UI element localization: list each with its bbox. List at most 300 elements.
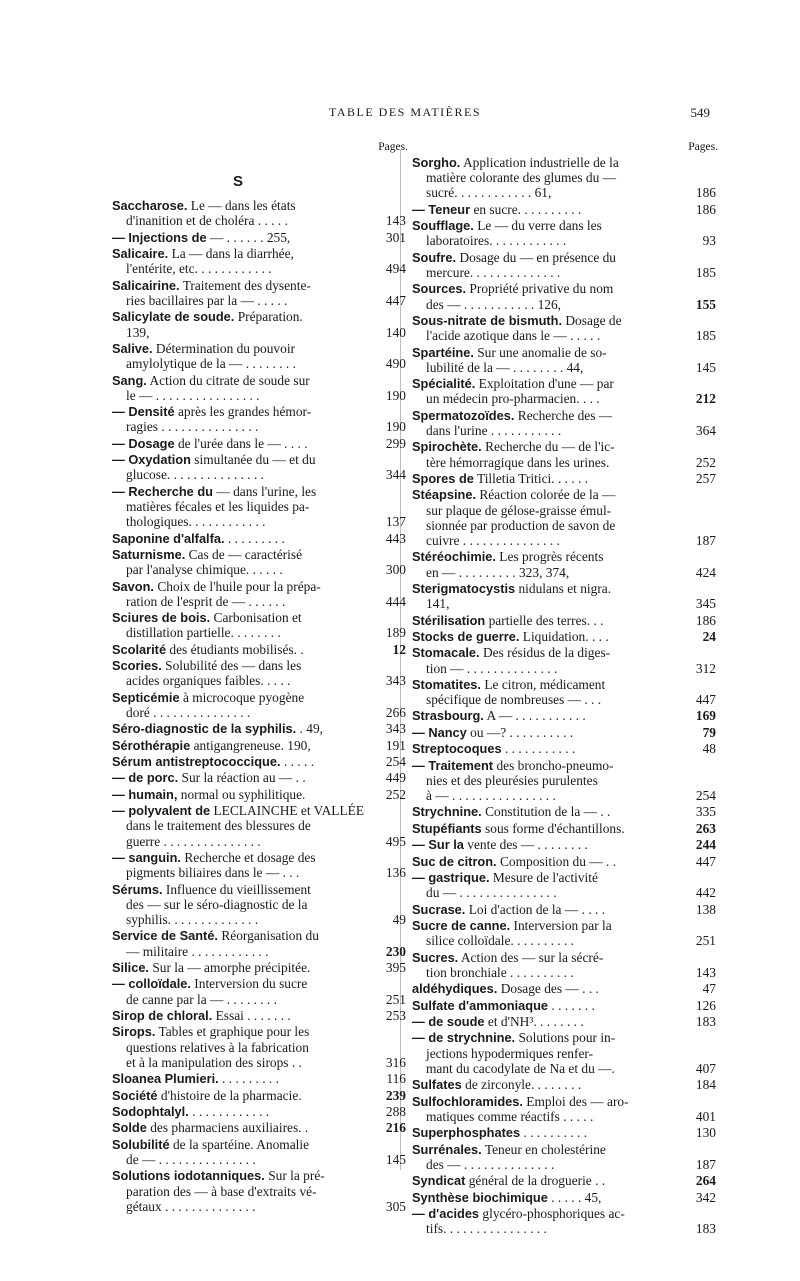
entry-line: Cas de — caractérisé [188,546,303,562]
entry-line: et d'NH³. . . . . . . . [487,1013,584,1029]
entry-text [412,1014,674,1029]
entry-line: Choix de l'huile pour la prépa- [157,578,321,594]
entry-line: Action du citrate de soude sur [149,372,310,388]
entry-term: — Sur la [412,837,464,853]
entry-page: 343 [385,721,406,737]
entry-line: . . . . . . . . . [227,530,285,546]
entry-line: sous forme d'échantillons. [485,820,625,836]
entry-text [412,202,674,217]
entry-line: mercure. . . . . . . . . . . . . . [426,264,561,280]
index-entry [412,870,716,901]
index-entry [112,246,406,277]
entry-line: . . . . . . . . . . [523,1125,588,1141]
entry-text [112,246,364,276]
index-entry [412,312,716,344]
entry-text [112,882,364,928]
entry-term: — gastrique. [412,870,490,886]
entry-page: 254 [385,754,406,770]
index-entry [412,981,716,997]
index-entry [112,404,406,435]
entry-page: 185 [695,264,716,280]
index-entry [412,708,716,724]
entry-page: 447 [695,853,716,869]
index-entry [412,1125,716,1141]
index-entry [112,658,406,689]
entry-line: sucré. . . . . . . . . . . . 61, [426,185,552,201]
index-entry [112,229,406,245]
entry-line: silice colloïdale. . . . . . . . . . [426,933,575,949]
entry-line: matiques comme réactifs . . . . . [426,1108,594,1124]
entry-line: Détermination du pouvoir [155,340,296,356]
entry-term: Stéapsine. [412,487,477,503]
entry-page: 364 [695,422,716,438]
entry-text [112,960,364,975]
entry-text [112,803,364,849]
entry-page: 212 [695,391,716,407]
entry-page: 169 [695,708,716,724]
entry-line: de — . . . . . . . . . . . . . . . [126,1151,256,1167]
entry-term: Séro-diagnostic de la syphilis. [112,721,297,737]
entry-line: des pharmaciens auxiliaires. . [150,1120,309,1136]
entry-page: 189 [385,625,406,641]
index-entry [412,645,716,676]
entry-text [412,758,674,804]
index-entry [112,277,406,308]
entry-line: Interversion par la [513,918,612,933]
entry-term: Sodophtalyl. [112,1103,189,1119]
entry-term: Saturnisme. [112,546,186,562]
entry-line: normal ou syphilitique. [180,786,306,802]
index-entry [412,997,716,1013]
index-entry [112,641,406,657]
entry-line: questions relatives à la fabrication [126,1039,309,1055]
entry-term: Surrénales. [412,1141,482,1157]
index-entry [112,689,406,720]
entry-term: — Oxydation [112,452,191,468]
entry-term: Spermatozoïdes. [412,407,515,423]
entry-page: 184 [695,1077,716,1093]
entry-term: Solubilité [112,1136,170,1152]
entry-line: Réaction colorée de la — [479,487,616,503]
index-entry [412,741,716,757]
page-number: 549 [690,105,710,120]
entry-line: ragies . . . . . . . . . . . . . . . [126,419,259,435]
entry-term: Sources. [412,281,467,297]
entry-line: ou —? . . . . . . . . . . [470,724,574,740]
entry-page: 93 [702,233,716,249]
index-entry [112,546,406,578]
entry-page: 257 [695,470,716,486]
entry-page: 126 [695,997,716,1013]
entry-text [412,837,674,852]
entry-text [112,770,364,785]
entry-page: 244 [695,837,716,853]
index-entry [412,628,716,644]
entry-line: Le — du verre dans les [477,218,602,234]
entry-text [112,1088,364,1103]
entry-line: . . . . . . . . . . . [504,741,576,757]
entry-text [412,471,674,486]
entry-line: à microcoque pyogène [182,689,305,705]
entry-line: Mesure de l'activité [492,870,598,886]
index-entry [412,918,716,949]
index-entry [412,1093,716,1124]
entry-line: ration de l'esprit de — . . . . . . [126,593,286,609]
entry-text [112,850,364,880]
entry-text [112,531,364,546]
entry-term: Saccharose. [112,198,188,214]
entry-line: matières fécales et les liquides pa- [126,498,310,514]
entry-text [112,230,364,245]
entry-term: — Recherche du [112,483,213,499]
entry-text [412,725,674,740]
entry-text [412,1173,674,1188]
entry-line: Le citron, médicament [484,676,606,692]
entry-term: Syndicat [412,1173,466,1189]
entry-line: des étudiants mobilisés. . [169,641,304,657]
entry-term: Spores de [412,470,474,486]
entry-line: dans l'urine . . . . . . . . . . . [426,422,562,438]
entry-text [112,198,364,228]
entry-page: 447 [385,292,406,308]
entry-text [112,341,364,371]
entry-page: 239 [385,1087,406,1103]
entry-term: — de porc. [112,770,179,786]
entry-term: Salive. [112,340,153,356]
entry-term: aldéhydiques. [412,981,498,997]
entry-line: Carbonisation et [213,610,302,626]
index-entry [112,309,406,340]
index-entry [112,1024,406,1070]
entry-page: 253 [385,1008,406,1023]
entry-text [412,281,674,311]
entry-term: — Traitement [412,757,494,773]
index-entry [412,724,716,740]
entry-text [112,976,364,1006]
entry-page: 130 [695,1125,716,1141]
entry-page: 395 [385,960,406,976]
entry-line: un médecin pro-pharmacien. . . . [426,391,600,407]
entry-term: Septicémie [112,689,180,705]
entry-line: à — . . . . . . . . . . . . . . . . [426,788,556,804]
index-entries-left [112,198,406,1214]
entry-line: . . . . . . . [551,997,595,1013]
index-entry [412,249,716,280]
entry-page: 183 [695,1013,716,1029]
entry-page: 254 [695,788,716,804]
index-entry [412,949,716,980]
entry-line: Tilletia Tritici. . . . . . [476,470,589,486]
entry-line: lubilité de la — . . . . . . . . 44, [426,359,584,375]
entry-term: Solde [112,1120,147,1136]
entry-line: Préparation. [237,309,303,325]
index-entry [412,1077,716,1093]
entry-text [412,854,674,869]
entry-term: — Nancy [412,724,467,740]
entry-line: matière colorante des glumes du — [426,170,617,186]
entry-line: Essai . . . . . . . [215,1008,291,1023]
entry-line: l'entérite, etc. . . . . . . . . . . . [126,261,272,277]
entry-page: 305 [385,1198,406,1214]
index-entry [112,610,406,641]
entry-term: Soufre. [412,249,457,265]
entry-line: Recherche et dosage des [184,850,316,866]
entry-page: 145 [695,359,716,375]
entry-line: gétaux . . . . . . . . . . . . . . [126,1198,256,1214]
entry-page: 251 [385,991,406,1007]
entry-page: 335 [695,804,716,820]
entry-text [412,250,674,280]
entry-text [112,1104,364,1119]
entry-term: Sang. [112,372,147,388]
entry-text [112,1137,364,1167]
entry-text [112,1024,364,1070]
entry-line: . . . . . . . . . [222,1071,279,1087]
index-entry [412,757,716,804]
entry-text [112,787,364,802]
index-entry [412,470,716,486]
entry-text [412,998,674,1013]
entry-text [112,278,364,308]
entry-term: Sous-nitrate de bismuth. [412,312,563,328]
entry-text [412,218,674,248]
entry-line: Composition du — . . [499,853,617,869]
entry-line: . . . . . [283,754,315,770]
entry-line: Sur la réaction au — . . [181,770,306,786]
index-entry [112,483,406,530]
entry-page: 442 [695,885,716,901]
index-entry [112,578,406,609]
entry-text [112,1120,364,1135]
index-entry [412,1205,716,1237]
index-entry [112,435,406,451]
entry-page: 143 [695,964,716,980]
entry-line: glucose. . . . . . . . . . . . . . . [126,467,264,483]
entry-term: Stocks de guerre. [412,628,520,644]
entry-page: 155 [695,296,716,312]
index-entry [112,850,406,881]
entry-page: 143 [385,213,406,229]
entry-line: l'acide azotique dans le — . . . . . [426,328,601,344]
entry-text [412,645,674,675]
entry-text [112,738,364,753]
entry-text [412,1190,674,1205]
entry-line: Solutions pour in- [518,1030,616,1046]
index-entry [112,452,406,483]
entry-text [412,549,674,579]
entry-term: Stéréochimie. [412,549,496,565]
entry-line: amylolytique de la — . . . . . . . . [126,356,296,372]
entry-term: Sucres. [412,949,459,965]
entry-term: — polyvalent de [112,803,211,819]
entry-line: thologiques. . . . . . . . . . . . [126,514,266,530]
entry-page: 251 [695,933,716,949]
index-entry [112,1087,406,1103]
entry-line: simultanée du — et du [194,452,316,468]
entry-text [112,690,364,720]
index-entry [412,676,716,708]
entry-text [412,629,674,644]
entry-line: antigangreneuse. 190, [193,737,311,753]
entry-text [412,313,674,343]
entry-page: 312 [695,660,716,676]
index-entry [112,960,406,976]
entry-text [412,1142,674,1172]
entry-text [112,1168,364,1214]
entry-term: — Densité [112,404,175,420]
entry-term: Salicairine. [112,277,180,293]
entry-page: 263 [695,820,716,836]
entry-line: . . . . . 45, [551,1189,602,1205]
entry-page: 344 [385,467,406,483]
index-entry [112,1071,406,1087]
entry-text [412,708,674,723]
entry-page: 79 [702,724,716,740]
entry-line: d'histoire de la pharmacie. [160,1087,302,1103]
entry-line: Recherche du — de l'ic- [485,439,615,455]
entry-text [412,408,674,438]
entry-line: et à la manipulation des sirops . . [126,1054,302,1070]
entry-page: 186 [695,201,716,217]
right-column [412,140,718,1238]
entry-line: en — . . . . . . . . . 323, 374, [426,564,570,580]
entry-term: Sulfochloramides. [412,1093,523,1109]
entry-page: 447 [695,692,716,708]
entry-text [412,439,674,469]
index-entry [112,1008,406,1023]
entry-page: 186 [695,612,716,628]
entry-text [412,1077,674,1092]
index-entry [112,721,406,737]
entry-page: 136 [385,865,406,881]
index-entry [412,837,716,853]
entry-line: après les grandes hémor- [177,404,312,420]
entry-line: tère hémorragique dans les urines. [426,454,610,470]
entry-page: 24 [702,628,716,644]
entry-page: 137 [385,514,406,530]
index-entry [112,737,406,753]
entry-text [412,870,674,900]
entry-line: d'inanition et de choléra . . . . . [126,213,288,229]
entry-text [112,579,364,609]
entry-line: Tables et graphique pour les [158,1024,310,1040]
entry-term: Spécialité. [412,376,476,392]
entry-line: paration des — à base d'extraits vé- [126,1183,317,1199]
entry-term: Savon. [112,578,154,594]
entry-line: — dans l'urine, les [216,483,317,499]
entry-line: LECLAINCHE et VALLÉE [213,803,364,819]
entry-page: 230 [385,943,406,959]
entry-line: Réorganisation du [221,928,319,944]
entry-text [412,487,674,548]
entry-text [112,404,364,434]
entry-line: syphilis. . . . . . . . . . . . . . [126,912,259,928]
entry-term: Sloanea Plumieri. [112,1071,219,1087]
entry-page: 252 [385,786,406,802]
entry-page: 145 [385,1151,406,1167]
entry-text [412,677,674,707]
index-entry [412,1013,716,1029]
left-column [112,140,408,1215]
entry-line: Sur la pré- [268,1168,325,1184]
entry-term: Solutions iodotanniques. [112,1168,265,1184]
entry-term: — Dosage [112,435,175,451]
entry-term: Saponine d'alfalfa. [112,530,225,546]
entry-page: 494 [385,261,406,277]
index-entry [112,340,406,372]
entry-line: de la spartéine. Anomalie [172,1136,310,1152]
entry-text [412,581,674,611]
index-entry [412,853,716,869]
entry-line: laboratoires. . . . . . . . . . . . [426,233,567,249]
entry-page: 49 [392,912,406,928]
entry-line: Des résidus de la diges- [482,645,611,661]
index-entry [112,976,406,1007]
entry-text [412,1030,674,1076]
entry-text [412,741,674,756]
index-entry [112,770,406,786]
index-entry [412,549,716,580]
entry-term: Soufflage. [412,218,474,234]
entry-line: tion — . . . . . . . . . . . . . . [426,660,558,676]
entry-page: 140 [385,324,406,340]
entry-line: acides organiques faibles. . . . . [126,673,291,689]
entry-term: Superphosphates [412,1125,521,1141]
entry-text [112,928,364,958]
entry-line: Liquidation. . . . [522,628,609,644]
entry-term: Service de Santé. [112,928,218,944]
entry-page: 190 [385,419,406,435]
entry-line: Dosage des — . . . [500,981,599,997]
entry-page: 401 [695,1108,716,1124]
index-entry [112,1103,406,1119]
entry-term: — Teneur [412,201,471,217]
entry-line: des — . . . . . . . . . . . 126, [426,296,562,312]
entry-page: 138 [695,901,716,917]
entry-page: 185 [695,328,716,344]
entry-line: dans le traitement des blessures de [126,818,311,834]
entry-page: 343 [385,673,406,689]
entry-page: 216 [385,1120,406,1136]
entry-page: 48 [702,741,716,757]
entry-text [412,345,674,375]
entry-line: partielle des terres. . . [488,612,604,628]
entry-text [112,452,364,482]
entry-line: Loi d'action de la — . . . . [468,901,606,917]
index-entry [112,372,406,403]
entry-page: 299 [385,435,406,451]
entry-page: 424 [695,564,716,580]
entry-text [412,981,674,996]
entry-page: 345 [695,596,716,612]
index-entry [412,281,716,312]
index-entry [412,820,716,836]
entry-term: Sterigmatocystis [412,580,516,596]
entry-line: le — . . . . . . . . . . . . . . . . [126,387,260,403]
section-letter: S [232,173,243,190]
entry-page: 407 [695,1060,716,1076]
entry-line: Exploitation d'une — par [478,376,614,392]
index-entry [412,1173,716,1189]
entry-term: Strychnine. [412,804,482,820]
entry-line: Le — dans les états [190,198,296,214]
entry-line: spécifique de nombreuses — . . . [426,692,602,708]
entry-page: 443 [385,530,406,546]
index-entry [412,1189,716,1205]
entry-term: Stomacale. [412,645,480,661]
index-entry [412,612,716,628]
entry-line: sur plaque de gélose-graisse émul- [426,502,612,518]
